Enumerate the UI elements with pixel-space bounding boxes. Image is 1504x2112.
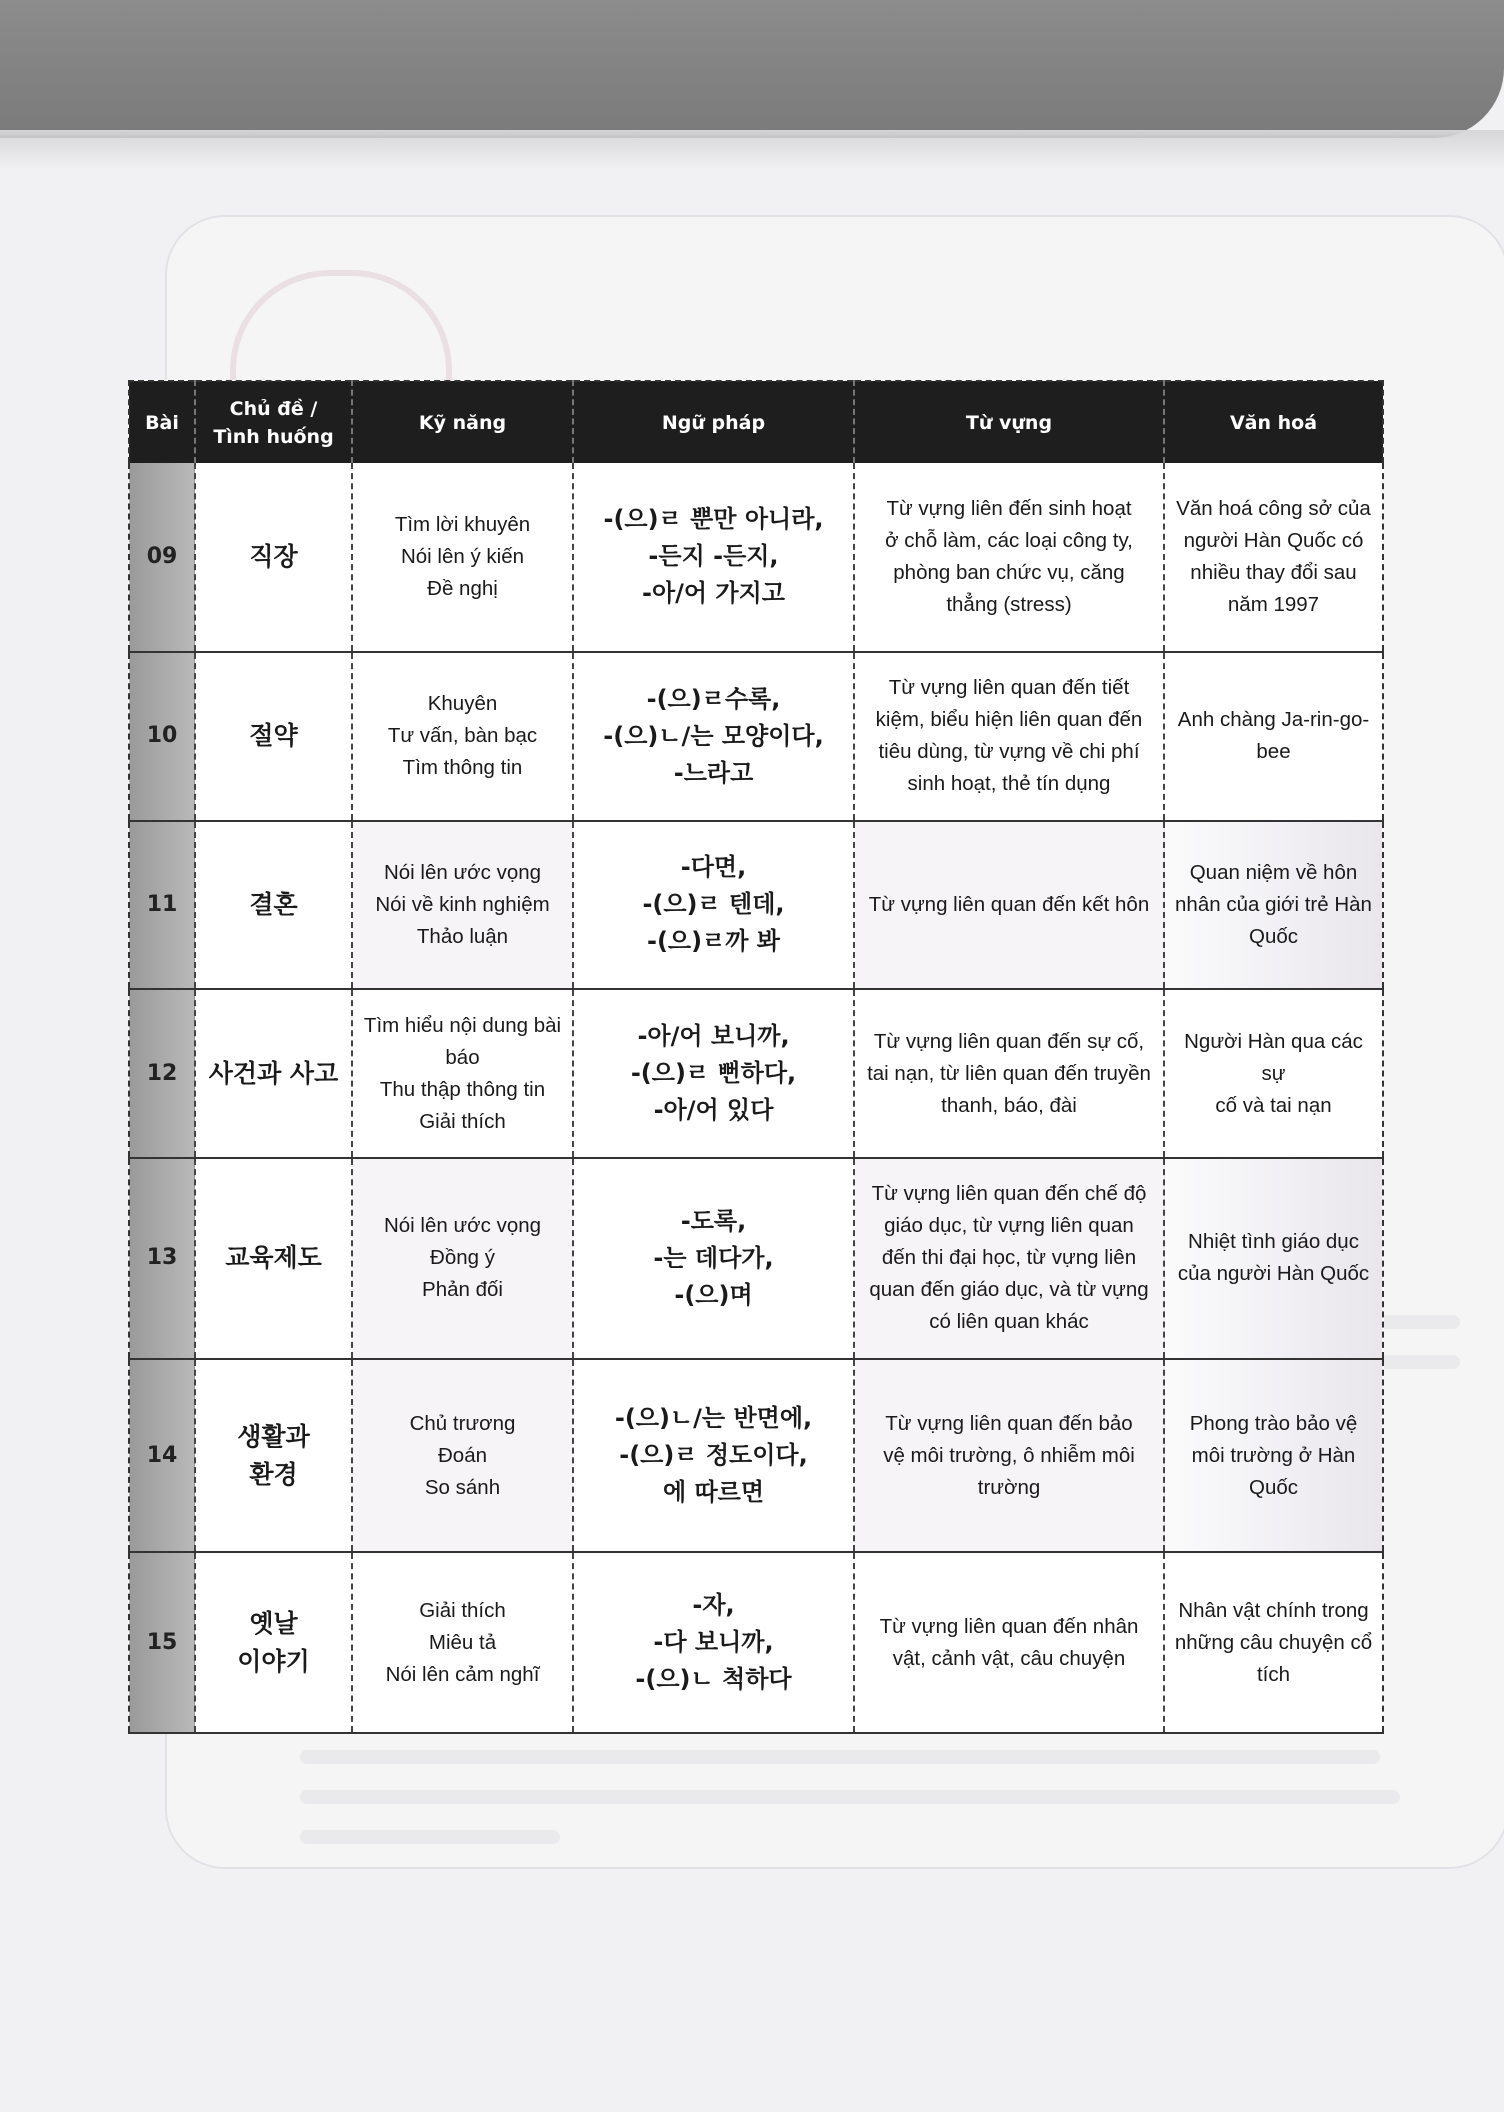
vocabulary-cell-line: tiêu dùng, từ vựng về chi phí — [878, 740, 1140, 764]
grammar-cell-line: -아/어 보니까, — [637, 1022, 790, 1051]
culture-cell-line: nhân của giới trẻ Hàn — [1175, 892, 1372, 916]
skills-cell-line: Thảo luận — [416, 924, 509, 948]
page-header-band — [0, 0, 1504, 138]
vocabulary-cell-line: Từ vựng liên quan đến kết hôn — [868, 892, 1150, 916]
skills-cell-line: Phản đối — [422, 1278, 503, 1302]
culture-cell — [1164, 1158, 1383, 1359]
bleed-through-line — [300, 1790, 1400, 1804]
grammar-cell-line: -(으)ㄴ 척하다 — [635, 1665, 792, 1694]
grammar-cell-line: -느라고 — [673, 758, 754, 787]
culture-cell-line: Người Hàn qua các sự — [1184, 1029, 1363, 1085]
skills-cell-line: Tìm thông tin — [402, 756, 523, 780]
culture-cell-line: những câu chuyện cổ — [1174, 1630, 1373, 1654]
header-vocabulary: Từ vựng — [854, 381, 1164, 463]
skills-cell — [352, 821, 573, 990]
table-row — [129, 989, 1383, 1158]
table-row — [129, 1359, 1383, 1552]
vocabulary-cell — [854, 1158, 1164, 1359]
skills-cell-line: Miêu tả — [428, 1630, 497, 1654]
vocabulary-cell-line: đến thi đại học, từ vựng liên — [881, 1246, 1137, 1270]
culture-cell-line: cố và tai nạn — [1215, 1093, 1332, 1117]
lesson-number: 14 — [129, 1359, 195, 1552]
lesson-number: 12 — [129, 989, 195, 1158]
header-shadow — [0, 130, 1504, 170]
grammar-cell-line: -아/어 있다 — [653, 1096, 774, 1125]
skills-cell-line: Tư vấn, bàn bạc — [387, 724, 538, 748]
skills-cell-line: Giải thích — [419, 1598, 506, 1622]
topic-cell — [195, 1158, 352, 1359]
culture-cell — [1164, 1359, 1383, 1552]
grammar-cell — [573, 989, 854, 1158]
vocabulary-cell — [854, 1552, 1164, 1733]
skills-cell-line: Nói lên ý kiến — [400, 544, 525, 568]
vocabulary-cell-line: Từ vựng liên quan đến sự cố, — [873, 1029, 1145, 1053]
culture-cell-line: Anh chàng Ja-rin-go- — [1177, 708, 1370, 732]
skills-cell — [352, 463, 573, 652]
table-row — [129, 463, 1383, 652]
culture-cell-line: Quan niệm về hôn — [1189, 860, 1358, 884]
vocabulary-cell — [854, 463, 1164, 652]
grammar-cell — [573, 1552, 854, 1733]
skills-cell-line: Chủ trương — [409, 1411, 516, 1435]
vocabulary-cell — [854, 1359, 1164, 1552]
vocabulary-cell-line: phòng ban chức vụ, căng — [893, 560, 1125, 584]
grammar-cell-line: -아/어 가지고 — [641, 579, 785, 608]
vocabulary-cell-line: ở chỗ làm, các loại công ty, — [885, 528, 1133, 552]
culture-cell-line: Quốc — [1249, 1475, 1298, 1499]
vocabulary-cell-line: vệ môi trường, ô nhiễm môi — [883, 1443, 1135, 1467]
vocabulary-cell-line: có liên quan khác — [929, 1310, 1089, 1334]
culture-cell-line: Nhiệt tình giáo dục — [1188, 1230, 1359, 1254]
grammar-cell — [573, 1359, 854, 1552]
vocabulary-cell-line: tai nạn, từ liên quan đến truyền — [867, 1061, 1151, 1085]
topic-cell — [195, 652, 352, 821]
culture-cell-line: năm 1997 — [1227, 592, 1320, 616]
grammar-cell — [573, 463, 854, 652]
grammar-cell-line: -든지 -든지, — [648, 542, 779, 571]
vocabulary-cell-line: Từ vựng liên quan đến chế độ — [871, 1182, 1147, 1206]
skills-cell — [352, 989, 573, 1158]
skills-cell-line: Thu thập thông tin — [379, 1077, 546, 1101]
vocabulary-cell-line: thẳng (stress) — [946, 592, 1072, 616]
topic-cell-line: 교육제도 — [225, 1243, 322, 1273]
vocabulary-cell — [854, 989, 1164, 1158]
culture-cell-line: môi trường ở Hàn — [1191, 1443, 1356, 1467]
topic-cell — [195, 821, 352, 990]
lesson-number: 13 — [129, 1158, 195, 1359]
grammar-cell-line: -자, — [692, 1591, 735, 1620]
topic-cell-line: 결혼 — [249, 889, 298, 919]
lesson-number: 11 — [129, 821, 195, 990]
skills-cell-line: Đề nghị — [427, 576, 498, 600]
vocabulary-cell-line: Từ vựng liên quan đến bảo — [885, 1411, 1133, 1435]
culture-cell-line: tích — [1256, 1662, 1291, 1686]
culture-cell-line: Nhân vật chính trong — [1178, 1598, 1369, 1622]
topic-cell-line: 사건과 사고 — [208, 1058, 339, 1088]
grammar-cell-line: -도록, — [680, 1206, 747, 1235]
table-row — [129, 652, 1383, 821]
header-culture: Văn hoá — [1164, 381, 1383, 463]
grammar-cell-line: -다면, — [680, 853, 747, 882]
grammar-cell — [573, 1158, 854, 1359]
skills-cell-line: báo — [445, 1045, 480, 1069]
grammar-cell-line: -(으)ㄹ 뿐만 아니라, — [603, 505, 824, 534]
topic-cell — [195, 1552, 352, 1733]
curriculum-table — [128, 380, 1384, 1734]
skills-cell-line: So sánh — [424, 1475, 501, 1499]
grammar-cell — [573, 652, 854, 821]
grammar-cell-line: -(으)ㄹ수록, — [646, 684, 781, 713]
lesson-number: 09 — [129, 463, 195, 652]
vocabulary-cell-line: thanh, báo, đài — [941, 1093, 1077, 1117]
skills-cell — [352, 1552, 573, 1733]
grammar-cell-line: -는 데다가, — [653, 1243, 774, 1272]
grammar-cell-line: -다 보니까, — [653, 1628, 774, 1657]
grammar-cell-line: -(으)ㄹ 텐데, — [642, 890, 785, 919]
culture-cell — [1164, 652, 1383, 821]
grammar-cell-line: 에 따르면 — [662, 1478, 765, 1507]
skills-cell-line: Tìm lời khuyên — [394, 512, 531, 536]
topic-cell — [195, 463, 352, 652]
vocabulary-cell-line: vật, cảnh vật, câu chuyện — [892, 1646, 1126, 1670]
lesson-number: 10 — [129, 652, 195, 821]
vocabulary-cell-line: trường — [977, 1475, 1041, 1499]
vocabulary-cell-line: Từ vựng liên quan đến tiết — [888, 676, 1130, 700]
vocabulary-cell — [854, 652, 1164, 821]
topic-cell-line: 절약 — [249, 721, 298, 751]
vocabulary-cell-line: Từ vựng liên đến sinh hoạt — [886, 496, 1132, 520]
vocabulary-cell-line: Từ vựng liên quan đến nhân — [879, 1614, 1139, 1638]
culture-cell-line: Văn hoá công sở của — [1176, 496, 1371, 520]
table-row — [129, 1552, 1383, 1733]
culture-cell-line: nhiều thay đổi sau — [1190, 560, 1357, 584]
skills-cell-line: Đoán — [437, 1443, 487, 1467]
skills-cell-line: Đồng ý — [430, 1246, 495, 1270]
skills-cell-line: Khuyên — [427, 692, 498, 716]
skills-cell-line: Nói về kinh nghiệm — [375, 892, 550, 916]
topic-cell — [195, 1359, 352, 1552]
header-topic-line: Tình huống — [213, 425, 334, 448]
topic-cell-line: 환경 — [249, 1459, 298, 1489]
table-header-row — [129, 381, 1383, 463]
culture-cell — [1164, 989, 1383, 1158]
grammar-cell-line: -(으)ㄴ/는 모양이다, — [603, 721, 824, 750]
header-grammar: Ngữ pháp — [573, 381, 854, 463]
culture-cell-line: Phong trào bảo vệ — [1189, 1411, 1358, 1435]
grammar-cell — [573, 821, 854, 990]
culture-cell-line: bee — [1256, 740, 1291, 764]
header-lesson: Bài — [129, 381, 195, 463]
grammar-cell-line: -(으)ㄴ/는 반면에, — [614, 1404, 813, 1433]
topic-cell-line: 생활과 — [237, 1421, 310, 1451]
skills-cell-line: Giải thích — [419, 1109, 506, 1133]
culture-cell-line: người Hàn Quốc có — [1183, 528, 1364, 552]
header-skills: Kỹ năng — [352, 381, 573, 463]
vocabulary-cell-line: giáo dục, từ vựng liên quan — [884, 1214, 1134, 1238]
culture-cell — [1164, 1552, 1383, 1733]
bleed-through-line — [300, 1750, 1380, 1764]
culture-cell — [1164, 463, 1383, 652]
culture-cell-line: Quốc — [1249, 924, 1298, 948]
skills-cell — [352, 652, 573, 821]
grammar-cell-line: -(으)ㄹ까 봐 — [647, 927, 780, 956]
skills-cell-line: Nói lên ước vọng — [383, 1214, 542, 1238]
skills-cell — [352, 1359, 573, 1552]
grammar-cell-line: -(으)ㄹ 뻔하다, — [630, 1059, 797, 1088]
vocabulary-cell-line: sinh hoạt, thẻ tín dụng — [907, 772, 1111, 796]
culture-cell — [1164, 821, 1383, 990]
topic-cell — [195, 989, 352, 1158]
header-topic — [195, 381, 352, 463]
culture-cell-line: của người Hàn Quốc — [1177, 1262, 1370, 1286]
vocabulary-cell-line: quan đến giáo dục, và từ vựng — [869, 1278, 1149, 1302]
skills-cell — [352, 1158, 573, 1359]
skills-cell-line: Nói lên ước vọng — [383, 860, 542, 884]
table-row — [129, 1158, 1383, 1359]
topic-cell-line: 직장 — [249, 541, 298, 571]
header-topic-line: Chủ đề / — [229, 397, 318, 420]
grammar-cell-line: -(으)며 — [674, 1280, 753, 1309]
grammar-cell-line: -(으)ㄹ 정도이다, — [619, 1441, 808, 1470]
topic-cell-line: 이야기 — [237, 1646, 310, 1676]
vocabulary-cell — [854, 821, 1164, 990]
skills-cell-line: Nói lên cảm nghĩ — [385, 1662, 540, 1686]
lesson-number: 15 — [129, 1552, 195, 1733]
bleed-through-line — [300, 1830, 560, 1844]
topic-cell-line: 옛날 — [249, 1608, 298, 1638]
table-row — [129, 821, 1383, 990]
vocabulary-cell-line: kiệm, biểu hiện liên quan đến — [875, 708, 1143, 732]
skills-cell-line: Tìm hiểu nội dung bài — [363, 1013, 562, 1037]
